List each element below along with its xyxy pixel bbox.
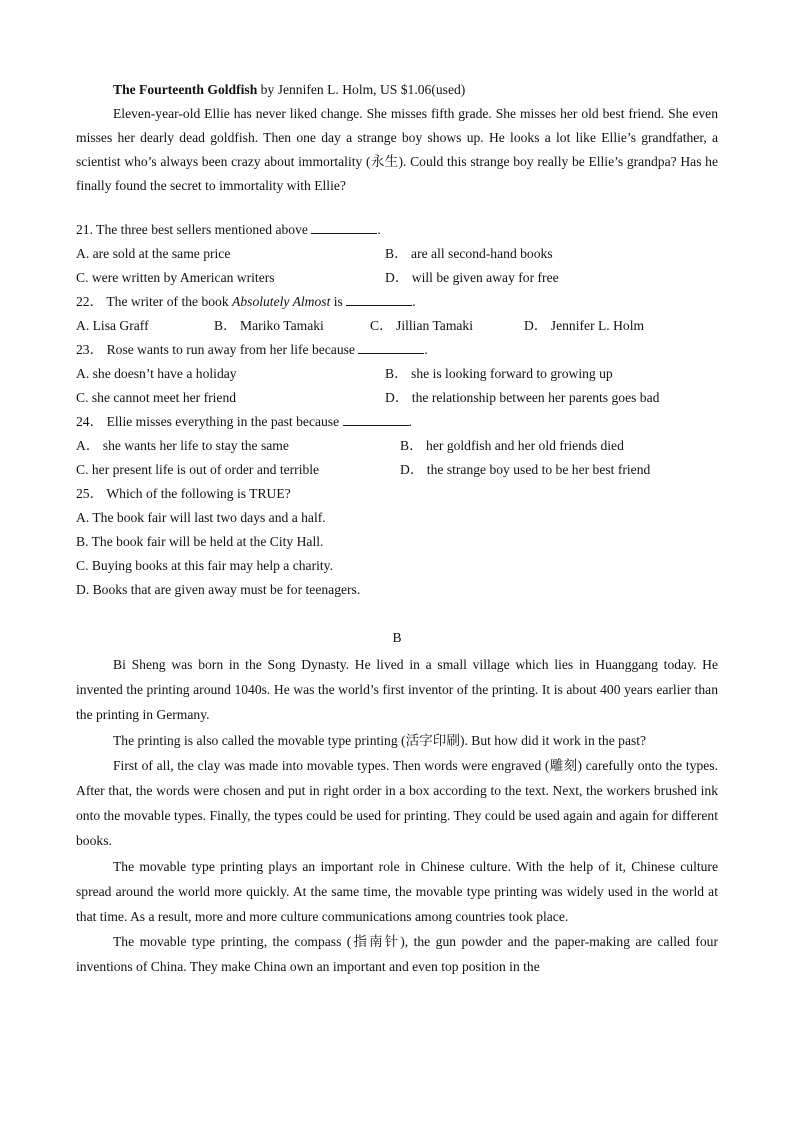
option-a: A. The book fair will last two days and a half. <box>76 510 326 525</box>
option-d: D． will be given away for free <box>385 270 559 285</box>
question-21: 21. The three best sellers mentioned above . <box>76 218 718 242</box>
option-a: A. she doesn’t have a holiday <box>76 366 237 381</box>
passage-paragraph: The movable type printing, the compass (指南针), the gun powder and the paper-making are called four inventions of China. They make China own an important and even top position in the <box>76 934 718 975</box>
answer-blank <box>358 339 424 354</box>
option-a: A． she wants her life to stay the same <box>76 438 289 453</box>
question-24: 24． Ellie misses everything in the past because . <box>76 410 718 434</box>
question-23: 23． Rose wants to run away from her life because . <box>76 338 718 362</box>
question-22: 22． The writer of the book Absolutely Almost is . <box>76 290 718 314</box>
question-23-stem: 23． Rose wants to run away from her life because <box>76 342 359 357</box>
option-d: D. Books that are given away must be for teenagers. <box>76 582 361 597</box>
question-25: 25． Which of the following is TRUE? <box>76 486 291 501</box>
passage-paragraph: The printing is also called the movable type printing (活字印刷). But how did it work in the past? <box>113 732 647 748</box>
question-21-stem: 21. The three best sellers mentioned above <box>76 222 312 237</box>
question-21-options-row-1 <box>76 242 718 266</box>
book-byline: by Jennifen L. Holm, US $1.06(used) <box>257 82 466 97</box>
option-b: B． she is looking forward to growing up <box>385 366 613 381</box>
passage-paragraph: First of all, the clay was made into movable types. Then words were engraved (雕刻) carefully onto the types. After that, the words were chosen and put in right order in a box according to the text. Next, the workers brushed ink onto the movable types. Finally, the types could be used for printing. They could be used again and again for different books. <box>76 757 718 849</box>
option-b: B. The book fair will be held at the City Hall. <box>76 534 324 549</box>
option-b: B． her goldfish and her old friends died <box>400 438 624 453</box>
option-b: B． Mariko Tamaki <box>214 318 324 333</box>
option-d: D． Jennifer L. Holm <box>524 318 645 333</box>
book-title-italic: Absolutely Almost <box>232 294 331 309</box>
question-24-options-row-1 <box>76 434 718 458</box>
option-c: C． Jillian Tamaki <box>370 318 474 333</box>
question-24-options-row-2 <box>76 458 718 482</box>
answer-blank <box>343 411 409 426</box>
option-a: A. Lisa Graff <box>76 318 149 333</box>
option-c: C. Buying books at this fair may help a charity. <box>76 558 333 573</box>
option-d: D． the strange boy used to be her best friend <box>400 462 651 477</box>
option-c: C. were written by American writers <box>76 270 275 285</box>
passage-paragraph: The movable type printing plays an important role in Chinese culture. With the help of it, Chinese culture spread around the world more quickly. At the same time, the movable type printing was widely used in the world at that time. As a result, more and more culture communications among countries took place. <box>76 858 718 925</box>
question-24-stem: 24． Ellie misses everything in the past because <box>76 414 343 429</box>
question-23-options-row-1 <box>76 362 718 386</box>
book-entry-heading <box>76 78 718 102</box>
option-c: C. her present life is out of order and terrible <box>76 462 320 477</box>
option-b: B． are all second-hand books <box>385 246 553 261</box>
book-description: Eleven-year-old Ellie has never liked change. She misses fifth grade. She misses her old best friend. She even misses her dearly dead goldfish. Then one day a strange boy shows up. He looks a lot like Ellie’s grandfather, a scientist who’s always been crazy about immortality (永生). Could this strange boy really be Ellie’s grandpa? Has he finally found the secret to immortality with Ellie? <box>76 106 718 193</box>
answer-blank <box>346 291 412 306</box>
option-a: A. are sold at the same price <box>76 246 231 261</box>
option-c: C. she cannot meet her friend <box>76 390 237 405</box>
document-page <box>76 78 718 980</box>
question-23-options-row-2 <box>76 386 718 410</box>
question-21-options-row-2 <box>76 266 718 290</box>
section-heading: B <box>392 630 402 645</box>
question-22-options <box>76 314 718 338</box>
answer-blank <box>311 219 377 234</box>
book-title: The Fourteenth Goldfish <box>113 82 258 97</box>
passage-paragraph: Bi Sheng was born in the Song Dynasty. He lived in a small village which lies in Huanggang today. He invented the printing around 1040s. He was the world’s first inventor of the printing. It is about 400 years earlier than the printing in Germany. <box>76 657 718 723</box>
option-d: D． the relationship between her parents goes bad <box>385 390 660 405</box>
